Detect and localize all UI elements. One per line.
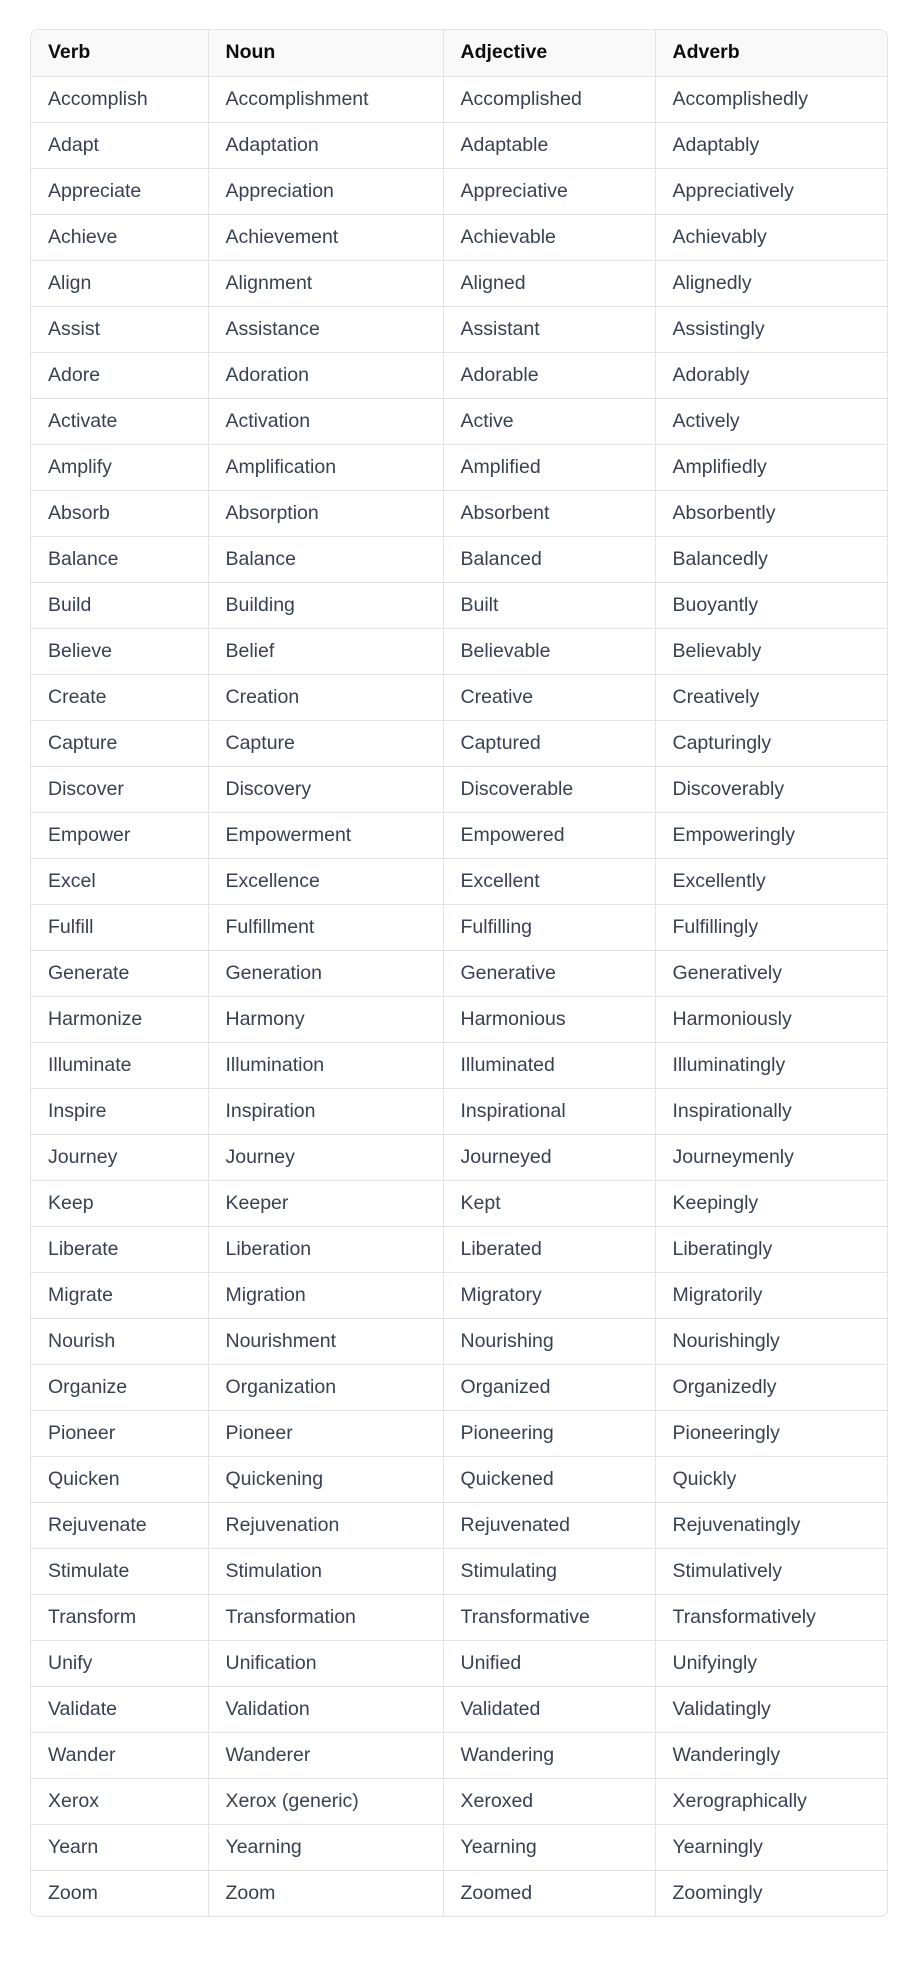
- verb-cell: Adore: [31, 352, 208, 398]
- adverb-cell: Stimulatively: [655, 1548, 887, 1594]
- verb-cell: Pioneer: [31, 1410, 208, 1456]
- header-verb: Verb: [31, 30, 208, 76]
- adverb-cell: Actively: [655, 398, 887, 444]
- adjective-cell: Quickened: [443, 1456, 655, 1502]
- adjective-cell: Unified: [443, 1640, 655, 1686]
- noun-cell: Creation: [208, 674, 443, 720]
- adverb-cell: Adorably: [655, 352, 887, 398]
- adverb-cell: Amplifiedly: [655, 444, 887, 490]
- table-row: [31, 122, 887, 168]
- adjective-cell: Adorable: [443, 352, 655, 398]
- table-row: [31, 444, 887, 490]
- table-row: [31, 904, 887, 950]
- noun-cell: Zoom: [208, 1870, 443, 1916]
- adverb-cell: Unifyingly: [655, 1640, 887, 1686]
- adjective-cell: Absorbent: [443, 490, 655, 536]
- table-row: [31, 582, 887, 628]
- noun-cell: Adaptation: [208, 122, 443, 168]
- noun-cell: Nourishment: [208, 1318, 443, 1364]
- noun-cell: Capture: [208, 720, 443, 766]
- table-row: [31, 168, 887, 214]
- table-row: [31, 1318, 887, 1364]
- verb-cell: Amplify: [31, 444, 208, 490]
- adjective-cell: Active: [443, 398, 655, 444]
- table-row: [31, 1272, 887, 1318]
- noun-cell: Alignment: [208, 260, 443, 306]
- adjective-cell: Journeyed: [443, 1134, 655, 1180]
- table-row: [31, 76, 887, 122]
- adjective-cell: Nourishing: [443, 1318, 655, 1364]
- adverb-cell: Fulfillingly: [655, 904, 887, 950]
- adjective-cell: Discoverable: [443, 766, 655, 812]
- noun-cell: Yearning: [208, 1824, 443, 1870]
- adverb-cell: Zoomingly: [672, 1881, 763, 1904]
- verb-cell: Quicken: [31, 1456, 208, 1502]
- table-row: [31, 1502, 887, 1548]
- verb-cell: Organize: [31, 1364, 208, 1410]
- table-row: [31, 950, 887, 996]
- adjective-cell: Migratory: [443, 1272, 655, 1318]
- table-row: [31, 720, 887, 766]
- adjective-cell: Believable: [443, 628, 655, 674]
- table-row: [31, 490, 887, 536]
- adverb-cell: Discoverably: [655, 766, 887, 812]
- verb-cell: Generate: [31, 950, 208, 996]
- verb-cell: Rejuvenate: [31, 1502, 208, 1548]
- verb-cell: Yearn: [31, 1824, 208, 1870]
- header-noun: Noun: [208, 30, 443, 76]
- verb-cell: Balance: [31, 536, 208, 582]
- adjective-cell: Zoomed: [443, 1870, 655, 1916]
- adverb-cell: Creatively: [655, 674, 887, 720]
- adverb-cell: Nourishingly: [655, 1318, 887, 1364]
- adjective-cell: Generative: [443, 950, 655, 996]
- verb-cell: Nourish: [31, 1318, 208, 1364]
- noun-cell: Balance: [208, 536, 443, 582]
- adjective-cell: Transformative: [443, 1594, 655, 1640]
- adverb-cell: Wanderingly: [655, 1732, 887, 1778]
- header-adjective: Adjective: [443, 30, 655, 76]
- table-row: [31, 1134, 887, 1180]
- adverb-cell: Transformatively: [655, 1594, 887, 1640]
- table-body: [31, 76, 887, 1916]
- noun-cell: Accomplishment: [208, 76, 443, 122]
- adjective-cell: Illuminated: [443, 1042, 655, 1088]
- verb-cell: Build: [31, 582, 208, 628]
- adverb-cell: Achievably: [655, 214, 887, 260]
- noun-cell: Illumination: [208, 1042, 443, 1088]
- adjective-cell: Inspirational: [443, 1088, 655, 1134]
- noun-cell: Amplification: [208, 444, 443, 490]
- table-row: [31, 1686, 887, 1732]
- adverb-cell: Accomplishedly: [655, 76, 887, 122]
- noun-cell: Organization: [208, 1364, 443, 1410]
- adjective-cell: Aligned: [443, 260, 655, 306]
- adjective-cell: Empowered: [443, 812, 655, 858]
- adjective-cell: Validated: [443, 1686, 655, 1732]
- noun-cell: Validation: [208, 1686, 443, 1732]
- adverb-cell: Illuminatingly: [655, 1042, 887, 1088]
- verb-cell: Unify: [31, 1640, 208, 1686]
- adverb-cell: Xerographically: [655, 1778, 887, 1824]
- adjective-cell: Liberated: [443, 1226, 655, 1272]
- table-row: [31, 1594, 887, 1640]
- adverb-cell: Excellently: [655, 858, 887, 904]
- adverb-cell: Migratorily: [655, 1272, 887, 1318]
- verb-cell: Journey: [31, 1134, 208, 1180]
- verb-cell: Achieve: [31, 214, 208, 260]
- verb-cell: Harmonize: [31, 996, 208, 1042]
- verb-cell: Validate: [31, 1686, 208, 1732]
- verb-cell: Zoom: [31, 1870, 208, 1916]
- verb-cell: Discover: [31, 766, 208, 812]
- verb-cell: Appreciate: [31, 168, 208, 214]
- adverb-cell: Keepingly: [655, 1180, 887, 1226]
- adjective-cell: Rejuvenated: [443, 1502, 655, 1548]
- noun-cell: Belief: [208, 628, 443, 674]
- table-row: [31, 1088, 887, 1134]
- noun-cell: Achievement: [208, 214, 443, 260]
- adjective-cell: Organized: [443, 1364, 655, 1410]
- adverb-cell: Pioneeringly: [655, 1410, 887, 1456]
- table-row: [31, 628, 887, 674]
- word-forms-table: [31, 30, 887, 1916]
- verb-cell: Align: [31, 260, 208, 306]
- table-row: [31, 766, 887, 812]
- table-row: [31, 1456, 887, 1502]
- table-row: [31, 1226, 887, 1272]
- noun-cell: Appreciation: [208, 168, 443, 214]
- verb-cell: Excel: [31, 858, 208, 904]
- noun-cell: Rejuvenation: [208, 1502, 443, 1548]
- verb-cell: Xerox: [31, 1778, 208, 1824]
- table-row: [31, 1410, 887, 1456]
- table-row: [31, 306, 887, 352]
- adverb-cell: Balancedly: [655, 536, 887, 582]
- table-row: [31, 1042, 887, 1088]
- noun-cell: Unification: [208, 1640, 443, 1686]
- noun-cell: Activation: [208, 398, 443, 444]
- table-row: [31, 1824, 887, 1870]
- adjective-cell: Amplified: [443, 444, 655, 490]
- adverb-cell: Assistingly: [655, 306, 887, 352]
- adjective-cell: Appreciative: [443, 168, 655, 214]
- adverb-cell: Buoyantly: [655, 582, 887, 628]
- adjective-cell: Stimulating: [443, 1548, 655, 1594]
- noun-cell: Excellence: [208, 858, 443, 904]
- verb-cell: Transform: [31, 1594, 208, 1640]
- noun-cell: Generation: [208, 950, 443, 996]
- verb-cell: Inspire: [31, 1088, 208, 1134]
- noun-cell: Adoration: [208, 352, 443, 398]
- adverb-cell: Rejuvenatingly: [655, 1502, 887, 1548]
- table-row: [31, 1640, 887, 1686]
- adverb-cell: Believably: [655, 628, 887, 674]
- verb-cell: Illuminate: [31, 1042, 208, 1088]
- noun-cell: Quickening: [208, 1456, 443, 1502]
- verb-cell: Fulfill: [31, 904, 208, 950]
- verb-cell: Adapt: [31, 122, 208, 168]
- adjective-cell: Excellent: [443, 858, 655, 904]
- table-row: [31, 1548, 887, 1594]
- table-row: [31, 996, 887, 1042]
- noun-cell: Migration: [208, 1272, 443, 1318]
- verb-cell: Empower: [31, 812, 208, 858]
- table-row: [31, 858, 887, 904]
- noun-cell: Absorption: [208, 490, 443, 536]
- noun-cell: Building: [208, 582, 443, 628]
- verb-cell: Absorb: [31, 490, 208, 536]
- adjective-cell: Built: [443, 582, 655, 628]
- noun-cell: Assistance: [208, 306, 443, 352]
- adjective-cell: Xeroxed: [443, 1778, 655, 1824]
- table-row: [31, 1732, 887, 1778]
- verb-cell: Liberate: [31, 1226, 208, 1272]
- word-forms-table-container: [30, 29, 888, 1917]
- verb-cell: Create: [31, 674, 208, 720]
- noun-cell: Transformation: [208, 1594, 443, 1640]
- adjective-cell: Yearning: [443, 1824, 655, 1870]
- adverb-cell: Adaptably: [655, 122, 887, 168]
- noun-cell: Liberation: [208, 1226, 443, 1272]
- verb-cell: Capture: [31, 720, 208, 766]
- adverb-cell: Appreciatively: [655, 168, 887, 214]
- adverb-cell: Absorbently: [655, 490, 887, 536]
- verb-cell: Accomplish: [31, 76, 208, 122]
- table-row: [31, 1778, 887, 1824]
- adverb-cell: Generatively: [655, 950, 887, 996]
- adverb-cell: Empoweringly: [655, 812, 887, 858]
- adverb-cell: Inspirationally: [655, 1088, 887, 1134]
- table-row: [31, 1180, 887, 1226]
- adjective-cell: Wandering: [443, 1732, 655, 1778]
- noun-cell: Discovery: [208, 766, 443, 812]
- noun-cell: Empowerment: [208, 812, 443, 858]
- adjective-cell: Pioneering: [443, 1410, 655, 1456]
- table-header-row: [31, 30, 887, 76]
- verb-cell: Assist: [31, 306, 208, 352]
- table-row: [31, 398, 887, 444]
- adverb-cell: Yearningly: [655, 1824, 887, 1870]
- verb-cell: Stimulate: [31, 1548, 208, 1594]
- noun-cell: Inspiration: [208, 1088, 443, 1134]
- table-row: [31, 674, 887, 720]
- adverb-cell: Organizedly: [655, 1364, 887, 1410]
- table-row: [31, 260, 887, 306]
- adverb-cell: Alignedly: [655, 260, 887, 306]
- adverb-cell: Liberatingly: [655, 1226, 887, 1272]
- adverb-cell: Journeymenly: [655, 1134, 887, 1180]
- noun-cell: Pioneer: [208, 1410, 443, 1456]
- verb-cell: Wander: [31, 1732, 208, 1778]
- adjective-cell: Creative: [443, 674, 655, 720]
- adjective-cell: Fulfilling: [443, 904, 655, 950]
- noun-cell: Xerox (generic): [208, 1778, 443, 1824]
- table-row: [31, 1870, 887, 1916]
- header-adverb: Adverb: [655, 30, 887, 76]
- adjective-cell: Adaptable: [443, 122, 655, 168]
- adjective-cell: Kept: [443, 1180, 655, 1226]
- verb-cell: Activate: [31, 398, 208, 444]
- adjective-cell: Harmonious: [443, 996, 655, 1042]
- table-row: [31, 1364, 887, 1410]
- adjective-cell: Achievable: [443, 214, 655, 260]
- noun-cell: Fulfillment: [208, 904, 443, 950]
- noun-cell: Journey: [208, 1134, 443, 1180]
- adjective-cell: Balanced: [443, 536, 655, 582]
- verb-cell: Keep: [31, 1180, 208, 1226]
- table-row: [31, 214, 887, 260]
- adverb-cell: Quickly: [655, 1456, 887, 1502]
- table-row: [31, 536, 887, 582]
- verb-cell: Migrate: [31, 1272, 208, 1318]
- noun-cell: Stimulation: [208, 1548, 443, 1594]
- adverb-cell: Validatingly: [655, 1686, 887, 1732]
- verb-cell: Believe: [31, 628, 208, 674]
- adjective-cell: Captured: [443, 720, 655, 766]
- table-row: [31, 352, 887, 398]
- adjective-cell: Assistant: [443, 306, 655, 352]
- adjective-cell: Accomplished: [443, 76, 655, 122]
- adverb-cell: Capturingly: [655, 720, 887, 766]
- table-row: [31, 812, 887, 858]
- noun-cell: Harmony: [208, 996, 443, 1042]
- noun-cell: Wanderer: [208, 1732, 443, 1778]
- adverb-cell: Harmoniously: [655, 996, 887, 1042]
- noun-cell: Keeper: [208, 1180, 443, 1226]
